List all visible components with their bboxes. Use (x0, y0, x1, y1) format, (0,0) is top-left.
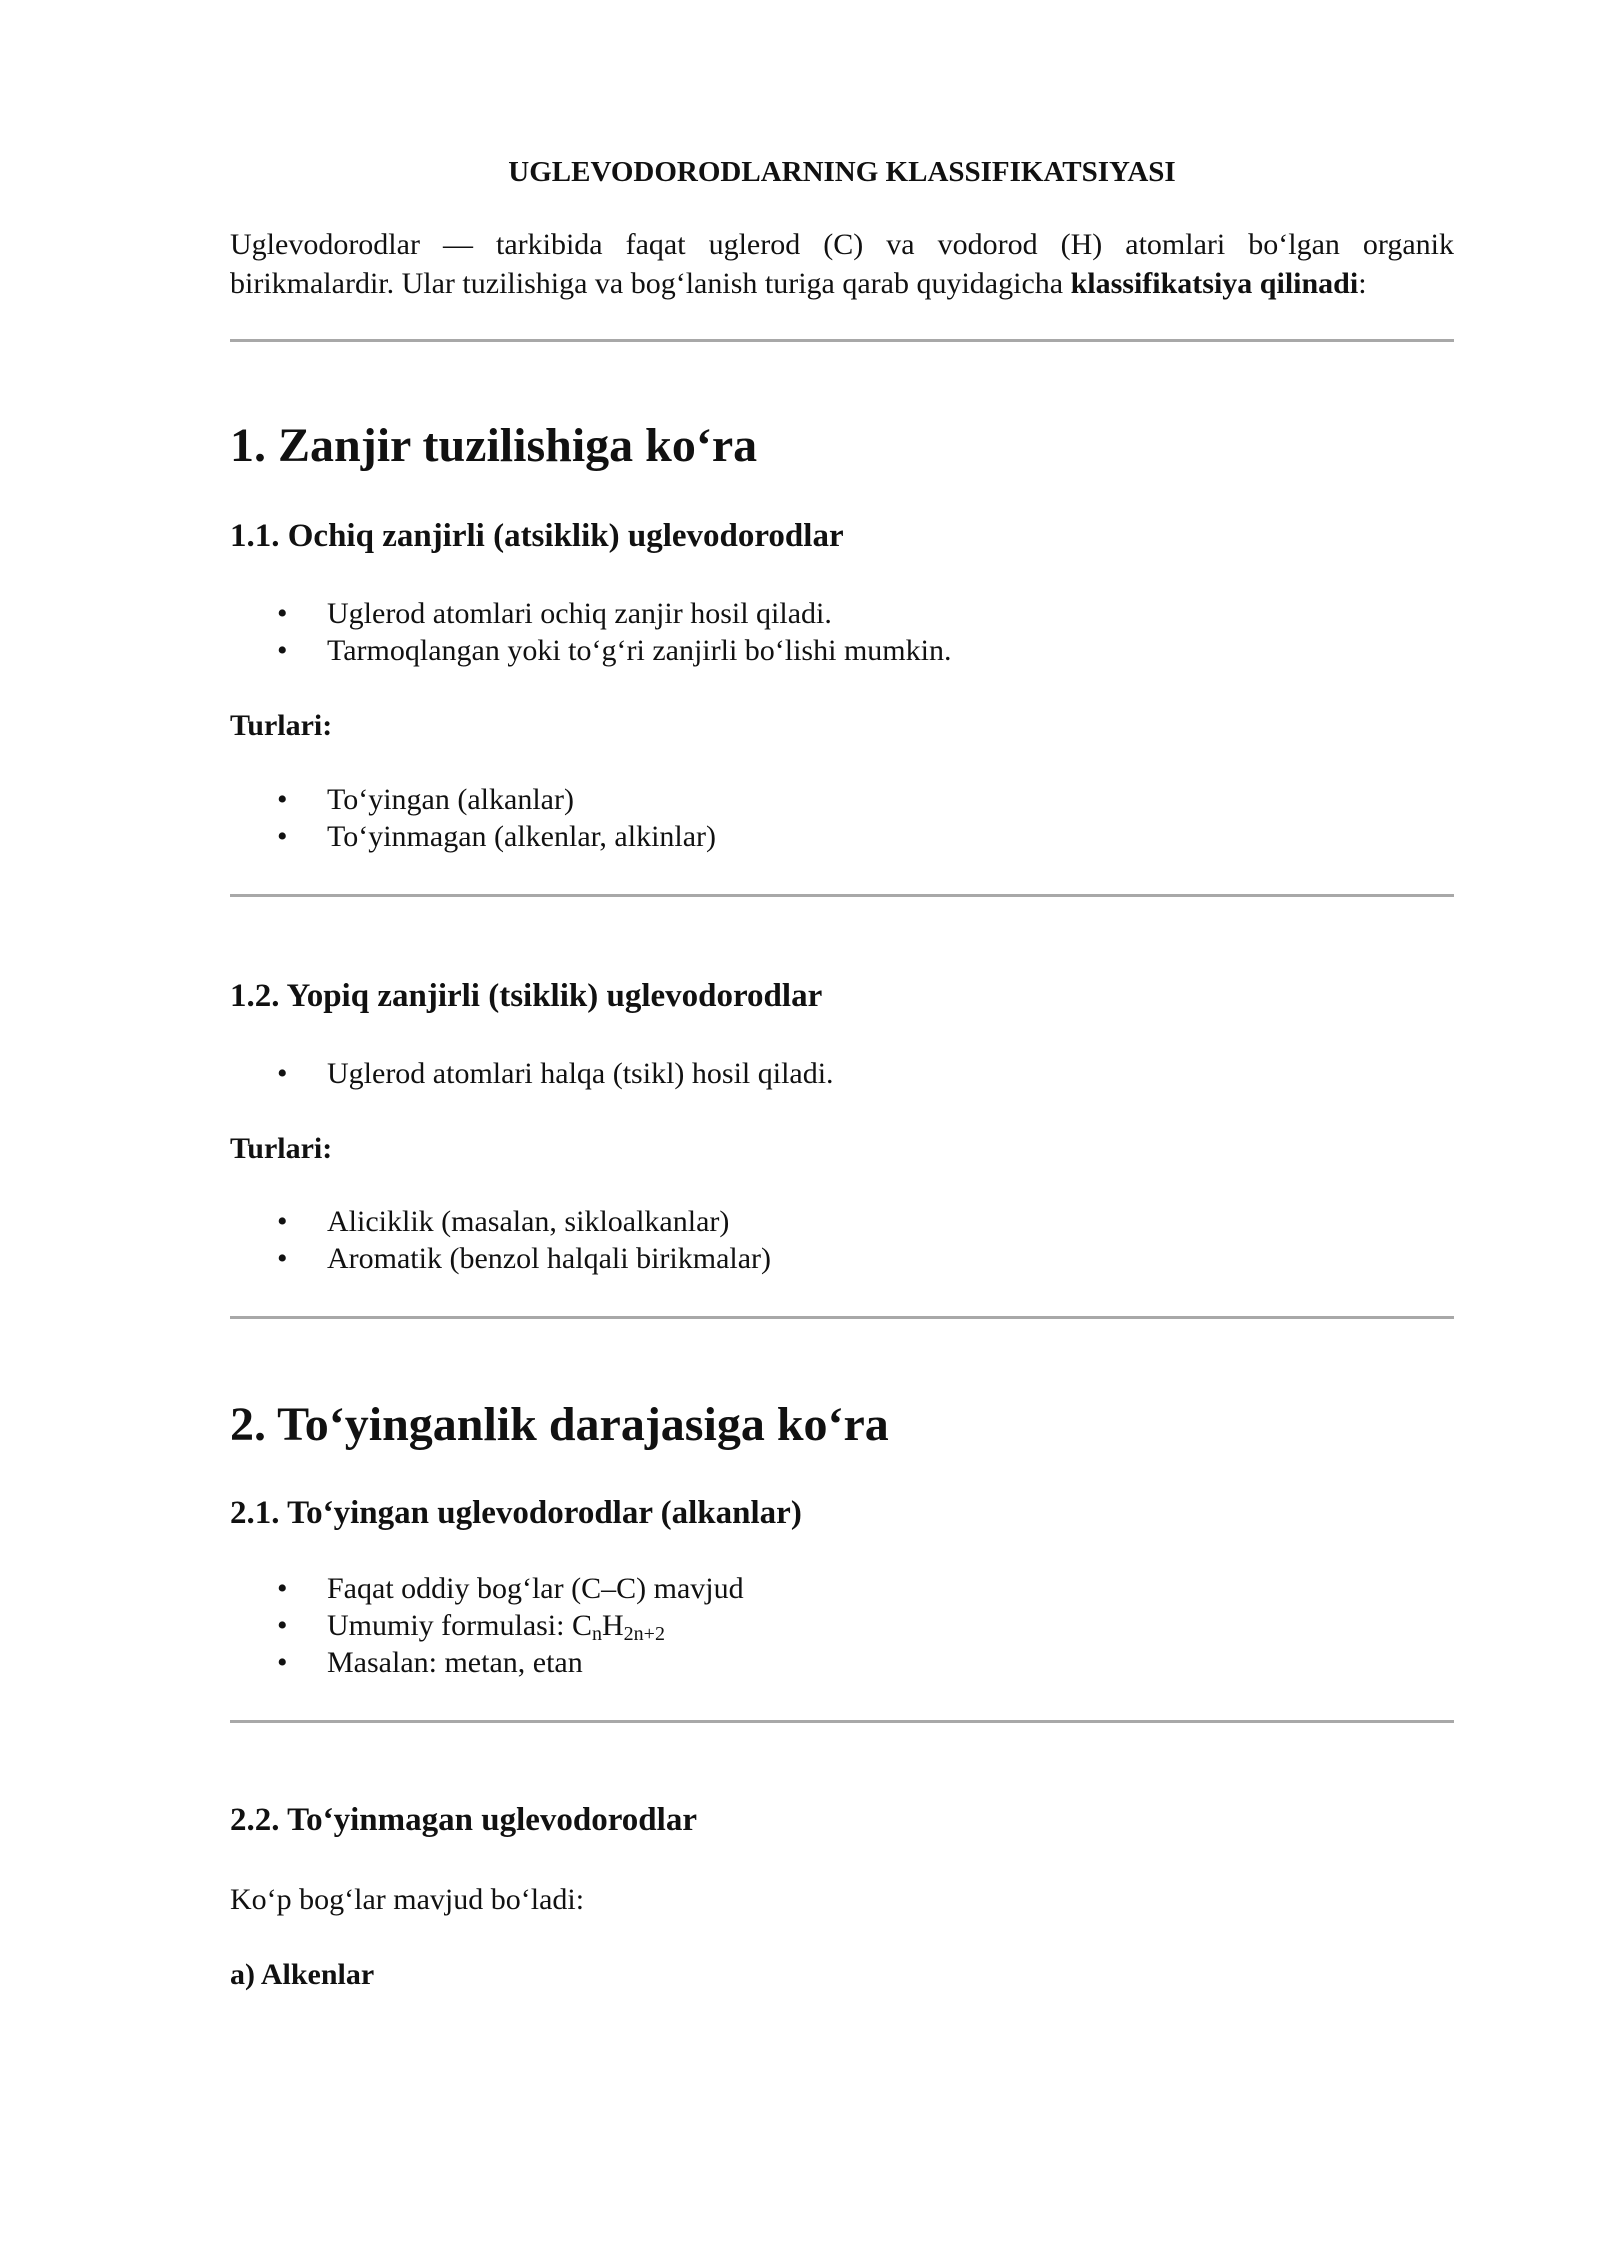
divider (230, 894, 1454, 897)
bullet-icon: • (277, 1242, 288, 1275)
list-item: • To‘yinmagan (alkenlar, alkinlar) (277, 820, 717, 853)
intro-text: Uglevodorodlar — tarkibida faqat uglerod (C) va vodorod (H) atomlari bo‘lgan organik birikmalardir. Ular tuzilishiga va bog‘lanish turiga qarab quyidagicha (230, 228, 1454, 300)
list-item: • Masalan: metan, etan (277, 1646, 583, 1679)
divider (230, 1720, 1454, 1723)
bullet-icon: • (277, 1572, 288, 1605)
list-item: • Uglerod atomlari halqa (tsikl) hosil qiladi. (277, 1057, 834, 1090)
types-label: Turlari: (230, 1132, 333, 1165)
section-2-2-text: Ko‘p bog‘lar mavjud bo‘ladi: (230, 1883, 585, 1916)
section-2-1-list (230, 1570, 1454, 1681)
bullet-icon: • (277, 597, 288, 630)
section-1-1-list (230, 595, 1454, 669)
section-2-2-heading: 2.2. To‘yinmagan uglevodorodlar (230, 1802, 697, 1838)
bullet-icon: • (277, 783, 288, 816)
section-1-heading: 1. Zanjir tuzilishiga ko‘ra (230, 419, 758, 472)
list-item: • Uglerod atomlari ochiq zanjir hosil qiladi. (277, 597, 832, 630)
section-1-2-types-list (230, 1203, 1454, 1277)
list-item: • Faqat oddiy bog‘lar (C–C) mavjud (277, 1572, 744, 1605)
section-2-heading: 2. To‘yinganlik darajasiga ko‘ra (230, 1398, 889, 1451)
list-item: • Umumiy formulasi: $C_nH_{2n+2}$ (277, 1609, 665, 1645)
list-item: • To‘yingan (alkanlar) (277, 783, 574, 816)
section-1-1-heading: 1.1. Ochiq zanjirli (atsiklik) uglevodorodlar (230, 518, 844, 554)
document-title: UGLEVODORODLARNING KLASSIFIKATSIYASI (508, 156, 1176, 188)
divider (230, 339, 1454, 342)
intro-bold-text: klassifikatsiya qilinadi (1070, 267, 1359, 300)
list-item: • Tarmoqlangan yoki to‘g‘ri zanjirli bo‘lishi mumkin. (277, 634, 952, 667)
intro-end: : (1358, 267, 1367, 300)
bullet-icon: • (277, 1646, 288, 1679)
section-1-2-list (230, 1055, 1454, 1092)
alkenlar-label: a) Alkenlar (230, 1958, 375, 1991)
section-1-1-types-list (230, 781, 1454, 855)
formula: $C_nH_{2n+2}$ (571, 1609, 665, 1645)
list-item: • Aromatik (benzol halqali birikmalar) (277, 1242, 772, 1275)
bullet-icon: • (277, 820, 288, 853)
section-2-1-heading: 2.1. To‘yingan uglevodorodlar (alkanlar) (230, 1495, 802, 1531)
section-1-2-heading: 1.2. Yopiq zanjirli (tsiklik) uglevodorodlar (230, 978, 823, 1014)
list-item: • Aliciklik (masalan, sikloalkanlar) (277, 1205, 730, 1238)
bullet-icon: • (277, 1609, 288, 1642)
divider (230, 1316, 1454, 1319)
intro-paragraph (230, 225, 1454, 303)
bullet-icon: • (277, 634, 288, 667)
types-label: Turlari: (230, 709, 333, 742)
bullet-icon: • (277, 1057, 288, 1090)
bullet-icon: • (277, 1205, 288, 1238)
